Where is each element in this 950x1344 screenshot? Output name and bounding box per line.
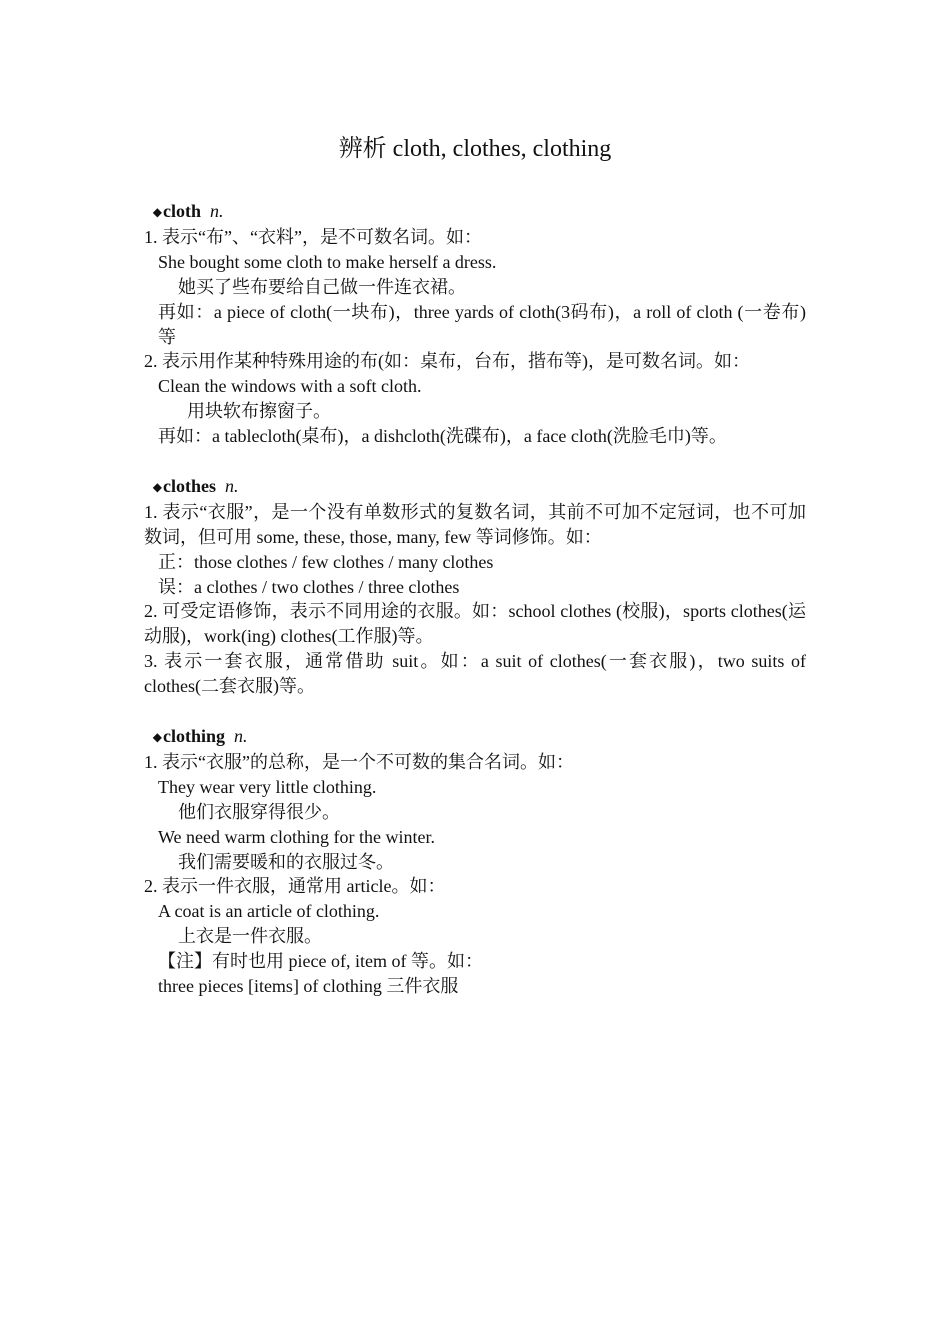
diamond-bullet-icon: ◆ — [152, 730, 162, 744]
example-translation: 他们衣服穿得很少。 — [178, 801, 340, 822]
correct-usage: 正：those clothes / few clothes / many clothes — [158, 551, 494, 572]
sense-line: 2. 表示用作某种特殊用途的布(如：桌布，台布，揩布等)，是可数名词。如： — [144, 351, 750, 372]
more-examples: 再如：a tablecloth(桌布)，a dishcloth(洗碟布)，a face cloth(洗脸毛巾)等。 — [158, 426, 727, 447]
example-translation: 她买了些布要给自己做一件连衣裙。 — [178, 276, 466, 297]
section-gap — [144, 449, 806, 474]
sense-line: 1. 表示“衣服”的总称，是一个不可数的集合名词。如： — [144, 751, 574, 772]
diamond-bullet-icon: ◆ — [152, 205, 162, 219]
example-sentence: three pieces [items] of clothing 三件衣服 — [158, 976, 459, 997]
document-title: 辨析 cloth, clothes, clothing — [338, 136, 612, 162]
example-sentence: They wear very little clothing. — [158, 776, 377, 797]
part-of-speech: n. — [210, 201, 224, 221]
example-sentence: A coat is an article of clothing. — [158, 901, 380, 922]
sense-line: 2. 可受定语修饰，表示不同用途的衣服。如：school clothes (校服)，sports clothes(运动服)，work(ing) clothes(工作服)等。 — [144, 601, 806, 647]
example-sentence: She bought some cloth to make herself a dress. — [158, 251, 497, 272]
section-gap — [144, 699, 806, 724]
headword: clothing — [163, 726, 226, 746]
sense-line: 1. 表示“布”、“衣料”，是不可数名词。如： — [144, 226, 482, 247]
part-of-speech: n. — [234, 726, 248, 746]
sense-line: 3. 表示一套衣服，通常借助 suit。如：a suit of clothes(一套衣服)，two suits of clothes(二套衣服)等。 — [144, 651, 806, 697]
example-sentence: We need warm clothing for the winter. — [158, 826, 435, 847]
more-examples: 再如：a piece of cloth(一块布)，three yards of cloth(3码布)，a roll of cloth (一卷布)等 — [158, 301, 806, 347]
document-body — [144, 199, 806, 999]
example-translation: 我们需要暖和的衣服过冬。 — [178, 851, 394, 872]
diamond-bullet-icon: ◆ — [152, 479, 162, 494]
incorrect-usage: 误：a clothes / two clothes / three clothes — [158, 576, 460, 597]
entry-heading-clothes — [144, 474, 806, 500]
usage-note: 【注】有时也用 piece of, item of 等。如： — [158, 951, 483, 972]
example-translation: 上衣是一件衣服。 — [178, 926, 322, 947]
sense-line: 1. 表示“衣服”，是一个没有单数形式的复数名词，其前不可加不定冠词，也不可加数词，但可用 some, these, those, many, few 等词修饰。如： — [144, 501, 806, 547]
headword: cloth — [163, 201, 201, 221]
entry-heading-clothing — [144, 724, 806, 750]
part-of-speech: n. — [225, 475, 239, 496]
example-translation: 用块软布擦窗子。 — [187, 401, 331, 422]
example-sentence: Clean the windows with a soft cloth. — [158, 376, 422, 397]
entry-heading-cloth — [144, 199, 806, 225]
sense-line: 2. 表示一件衣服，通常用 article。如： — [144, 876, 446, 897]
headword: clothes — [163, 475, 216, 496]
